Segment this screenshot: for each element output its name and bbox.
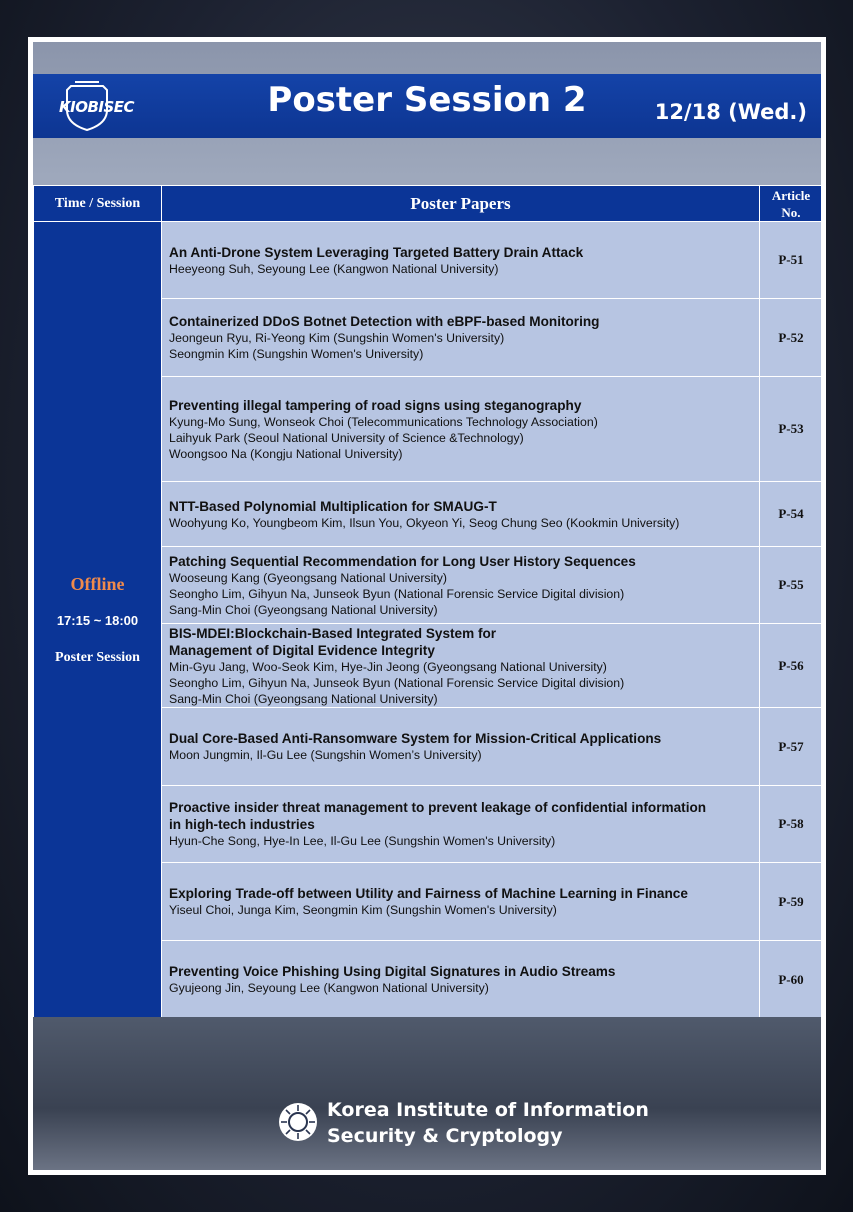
paper-cell (162, 624, 760, 708)
paper-cell (162, 547, 760, 624)
paper-authors: Jeongeun Ryu, Ri-Yeong Kim (Sungshin Women's University) (169, 331, 505, 345)
poster-frame (28, 37, 826, 1175)
table-body (34, 222, 822, 1019)
article-number: P-51 (760, 222, 822, 299)
col-header-article-line1: Article (771, 187, 811, 203)
session-cell (34, 222, 162, 1019)
paper-title: BIS-MDEI:Blockchain-Based Integrated System for (169, 625, 497, 641)
paper-authors: Woohyung Ko, Youngbeom Kim, Ilsun You, Okyeon Yi, Seog Chung Seo (Kookmin University) (169, 515, 680, 530)
paper-authors: Seongmin Kim (Sungshin Women's University) (169, 347, 424, 361)
paper-cell (162, 482, 760, 547)
paper-authors: Hyun-Che Song, Hye-In Lee, Il-Gu Lee (Sungshin Women's University) (169, 834, 556, 848)
col-header-papers: Poster Papers (162, 186, 760, 222)
paper-title: Preventing illegal tampering of road signs using steganography (169, 397, 582, 413)
paper-authors: Seongho Lim, Gihyun Na, Junseok Byun (National Forensic Service Digital division) (169, 586, 625, 601)
article-number: P-60 (760, 941, 822, 1019)
paper-title: in high-tech industries (169, 817, 315, 832)
paper-title: An Anti-Drone System Leveraging Targeted Battery Drain Attack (169, 244, 584, 260)
kiisc-emblem-icon (278, 1102, 318, 1142)
organization-name-line2: Security & Cryptology (327, 1125, 563, 1147)
article-number: P-54 (760, 482, 822, 547)
paper-authors: Gyujeong Jin, Seyoung Lee (Kangwon National University) (169, 981, 489, 995)
paper-authors: Sang-Min Choi (Gyeongsang National University) (169, 602, 438, 617)
paper-title: Preventing Voice Phishing Using Digital Signatures in Audio Streams (169, 964, 616, 979)
col-header-article-line2: No. (781, 204, 801, 220)
article-number: P-59 (760, 863, 822, 941)
organization-name (327, 1097, 649, 1149)
article-number: P-58 (760, 786, 822, 863)
paper-cell (162, 786, 760, 863)
article-number: P-56 (760, 624, 822, 708)
paper-authors: Laihyuk Park (Seoul National University of Science &Technology) (169, 430, 524, 445)
paper-cell (162, 222, 760, 299)
header-bar (33, 74, 821, 138)
paper-authors: Woongsoo Na (Kongju National University) (169, 446, 403, 461)
paper-authors: Kyung-Mo Sung, Wonseok Choi (Telecommunications Technology Association) (169, 414, 598, 429)
paper-authors: Heeyeong Suh, Seyoung Lee (Kangwon National University) (169, 261, 499, 276)
table-row (34, 222, 822, 299)
paper-cell (162, 377, 760, 482)
paper-title: Dual Core-Based Anti-Ransomware System for Mission-Critical Applications (169, 731, 662, 746)
session-mode: Offline (70, 574, 125, 594)
footer (33, 1017, 821, 1170)
paper-cell (162, 863, 760, 941)
paper-authors: Moon Jungmin, Il-Gu Lee (Sungshin Women’s University) (169, 748, 482, 762)
article-number: P-52 (760, 299, 822, 377)
paper-cell (162, 708, 760, 786)
paper-title: Exploring Trade-off between Utility and Fairness of Machine Learning in Finance (169, 886, 688, 901)
session-name: Poster Session (55, 650, 140, 665)
paper-title: NTT-Based Polynomial Multiplication for SMAUG-T (169, 498, 497, 514)
session-date: 12/18 (Wed.) (654, 100, 807, 124)
paper-title: Proactive insider threat management to prevent leakage of confidential information (169, 800, 707, 815)
paper-authors: Seongho Lim, Gihyun Na, Junseok Byun (National Forensic Service Digital division) (169, 675, 625, 690)
col-header-article (760, 186, 822, 222)
table-header-row (34, 186, 822, 222)
page-title: Poster Session 2 (267, 80, 587, 120)
paper-authors: Sang-Min Choi (Gyeongsang National University) (169, 691, 438, 706)
paper-cell (162, 299, 760, 377)
organization-name-line1: Korea Institute of Information (327, 1099, 649, 1121)
logo-text: KIOBISEC (59, 98, 135, 116)
paper-authors: Min-Gyu Jang, Woo-Seok Kim, Hye-Jin Jeong (Gyeongsang National University) (169, 659, 607, 674)
poster-schedule-table (33, 185, 821, 1019)
paper-authors: Yiseul Choi, Junga Kim, Seongmin Kim (Sungshin Women's University) (169, 903, 557, 917)
article-number: P-53 (760, 377, 822, 482)
poster-panel (33, 42, 821, 1170)
article-number: P-57 (760, 708, 822, 786)
article-number: P-55 (760, 547, 822, 624)
paper-authors: Wooseung Kang (Gyeongsang National University) (169, 570, 447, 585)
paper-title: Containerized DDoS Botnet Detection with eBPF-based Monitoring (169, 314, 600, 329)
paper-cell (162, 941, 760, 1019)
paper-title: Management of Digital Evidence Integrity (169, 642, 435, 658)
paper-title: Patching Sequential Recommendation for Long User History Sequences (169, 553, 636, 569)
session-time: 17:15 ~ 18:00 (56, 613, 139, 628)
col-header-time: Time / Session (34, 186, 162, 222)
